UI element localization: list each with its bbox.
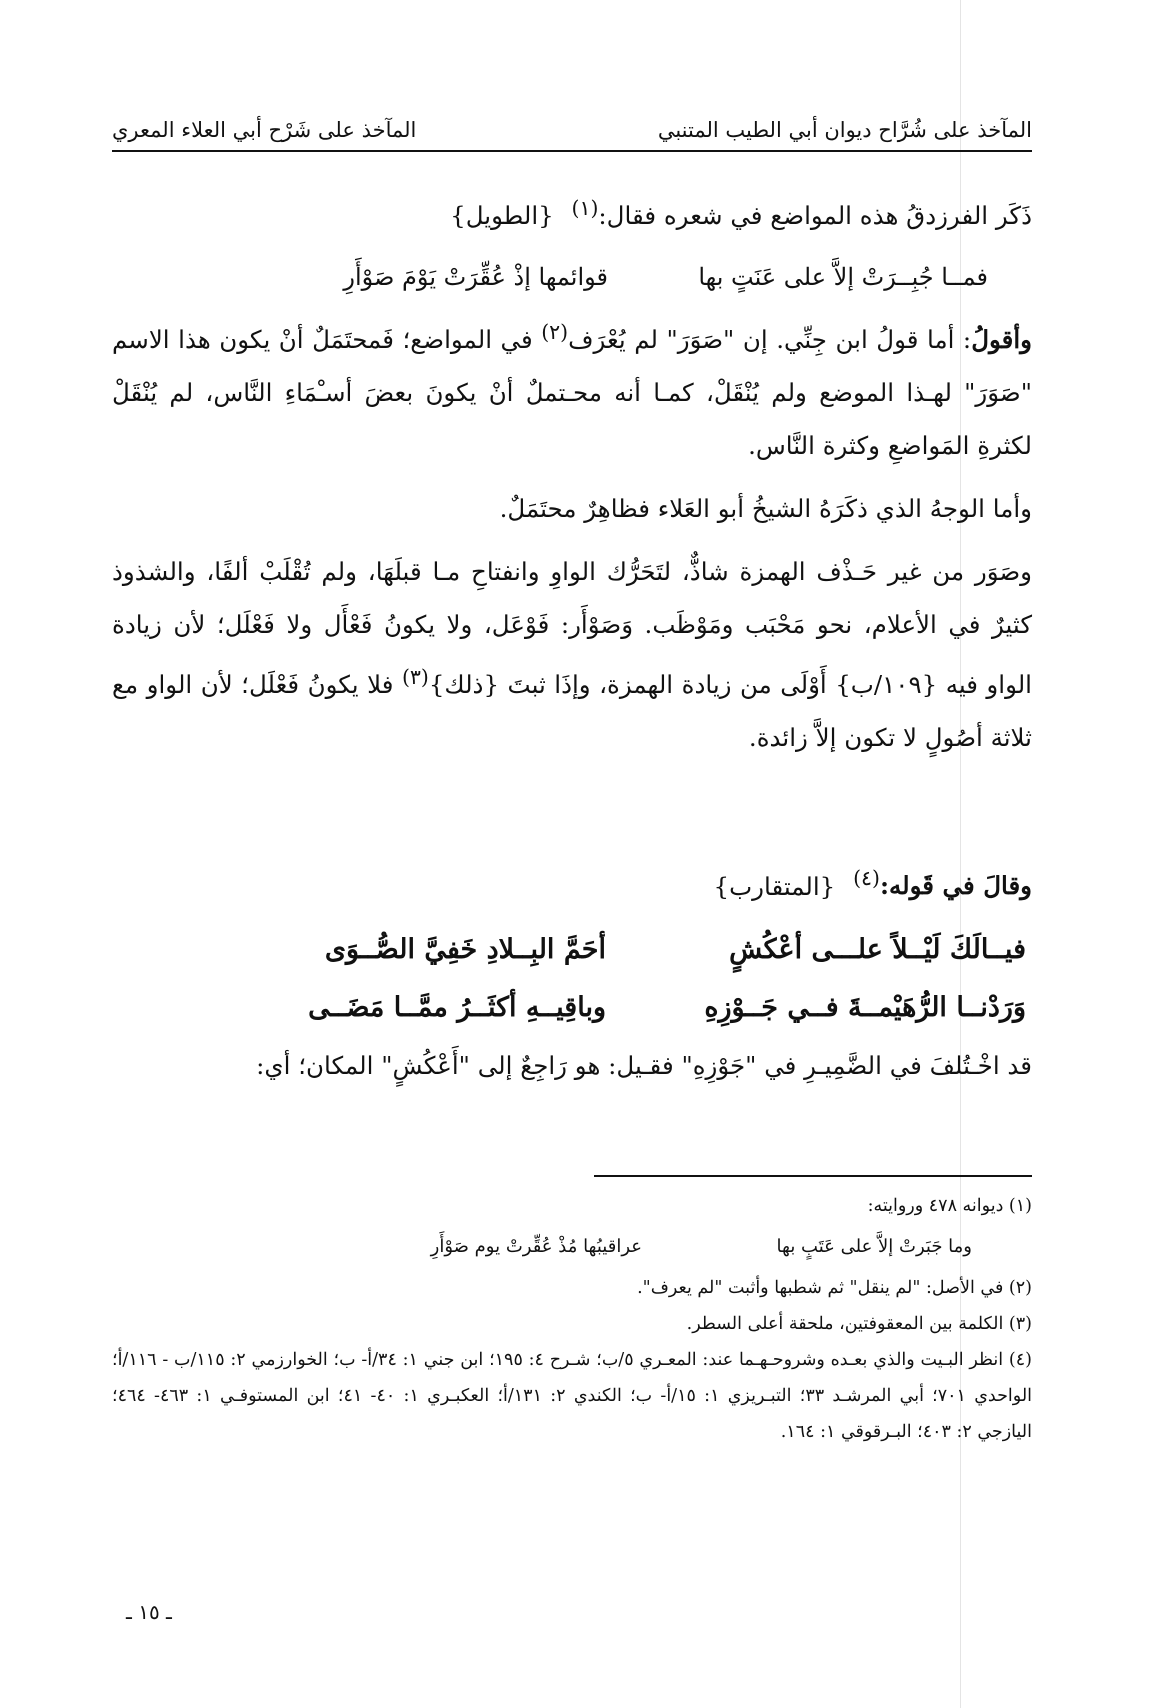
footnote-1: (١) ديوانه ٤٧٨ وروايته: — [867, 1196, 1032, 1216]
meter-label-1: {الطويل} — [450, 201, 554, 231]
footnote-2: (٢) في الأصل: "لم ينقل" ثم شطبها وأثبت "لم يعرف". — [637, 1278, 1032, 1298]
header-rule — [112, 150, 1032, 152]
footnotes — [112, 1188, 1032, 1450]
p1-text: ذَكَر الفرزدقُ هذه المواضع في شعره فقال: — [598, 201, 1032, 231]
footnote-rule — [594, 1175, 1032, 1177]
verse-3 — [112, 981, 1032, 1035]
footnote-verse-hemistich-1: وما جَبَرتْ إلاَّ على عَتَبٍ بها — [776, 1236, 972, 1257]
main-text — [112, 182, 1032, 1102]
footnote-3: (٣) الكلمة بين المعقوفتين، ملحقة أعلى السطر. — [686, 1314, 1032, 1334]
p4-text-b: فلا يكونُ فَعْلَل؛ لأن الواو مع ثلاثة أصُولٍ لا تكون إلاَّ زائدة. — [112, 670, 1032, 753]
paragraph-6: قد اخْـتُلفَ في الضَّمِيـرِ في "جَوْزِهِ" فقـيل: هو رَاجِعٌ إلى "أَعْكُشٍ" المكان؛ أي: — [256, 1050, 1032, 1080]
verse-2-hemistich-2: أحَمَّ البِــلادِ خَفِيَّ الصُّــوَى — [324, 933, 606, 965]
footnote-ref-3: (٣) — [401, 665, 429, 690]
page-number: ـ ١٥ ـ — [126, 1600, 172, 1624]
footnote-4: (٤) انظر البـيت والذي بعـده وشروحـهـما عند: المعـري ٥/ب؛ شـرح ٤: ١٩٥؛ ابن جني ١: ٣٤/أ- ب؛ الخوارزمي ٢: ١١٥/ب - ١١٦/أ؛ الواحدي ٧٠١؛ أبي المرشـد ٣٣؛ التبـريزي ١: ١٥/أ- ب؛ الكندي ٢: ١٣١/أ؛ العكبـري ١: ٤٠- ٤١؛ ابن المستوفـي ١: ٤٦٣- ٤٦٤؛ اليازجي ٢: ٤٠٣؛ البـرقوقي ١: ١٦٤. — [112, 1350, 1033, 1442]
section-gap — [112, 774, 1032, 852]
verse-2 — [112, 923, 1032, 977]
p2-lead: وأقولُ — [971, 325, 1032, 355]
verse-1-hemistich-1: فمــا جُبِــرَتْ إلاَّ على عَنَتٍ بها — [698, 263, 988, 292]
p4-text-a: وصَوَر من غير حَـذْف الهمزة شاذٌّ، لتَحَرُّك الواوِ وانفتاحِ مـا قبلَهَا، ولم تُقْلَبْ ألفًا، والشذوذ كثيرٌ في الأعلام، نحو مَحْبَب ومَوْظَب. وَصَوْأَر: فَوْعَل، ولا يكونُ فَعْأَل ولا فَعْلَل؛ لأن زيادة الواو فيه {١٠٩/ب} أَوْلَى من زيادة الهمزة، وإذَا ثبتَ {ذلك} — [112, 557, 1032, 700]
running-head-right: المآخذ على شُرَّاح ديوان أبي الطيب المتنبي — [657, 118, 1032, 142]
meter-label-2: {المتقارب} — [713, 871, 836, 901]
running-head-left: المآخذ على شَرْح أبي العلاء المعري — [112, 118, 417, 142]
p5-lead: وقالَ في قَوله: — [879, 871, 1032, 901]
verse-1 — [112, 252, 1032, 302]
verse-1-hemistich-2: قوائمها إذْ عُقِّرَتْ يَوْمَ صَوْأَرِ — [343, 263, 608, 292]
footnote-verse-hemistich-2: عراقيبُها مُذْ عُقِّرتْ يوم صَوْأَرِ — [430, 1236, 642, 1257]
p2-text-a: : أما قولُ ابن جِنِّي. إن "صَوَرَ" لم يُعْرَف — [568, 325, 972, 355]
verse-3-hemistich-1: وَرَدْنــا الرُّهَيْمــةَ فــي جَــوْزِهِ — [704, 991, 1026, 1023]
p2-text-b: في المواضع؛ فَمحتَمَلٌ أنْ يكون هذا الاسم "صَوَرَ" لهـذا الموضع ولم يُنْقَلْ، كمـا أنه محـتملٌ أنْ يكونَ بعضَ أسـْمَاءِ النَّاس، لم يُنْقَلْ لكثرةِ المَواضعِ وكثرة النَّاس. — [112, 325, 1032, 461]
paragraph-1 — [112, 182, 1032, 242]
paragraph-5 — [112, 852, 1032, 912]
footnote-ref-1: (١) — [571, 196, 599, 220]
footnote-ref-2: (٢) — [541, 320, 569, 345]
paragraph-4 — [112, 545, 1032, 764]
footnote-ref-4: (٤) — [853, 866, 880, 891]
footnote-1-verse — [112, 1224, 1032, 1270]
verse-3-hemistich-2: وباقِيــهِ أكثَــرُ ممَّــا مَضَــى — [308, 991, 606, 1023]
paragraph-2 — [112, 306, 1032, 472]
paragraph-3: وأما الوجهُ الذي ذكَرَهُ الشيخُ أبو العَلاء فظاهِرٌ محتَمَلٌ. — [499, 494, 1032, 524]
running-head — [112, 92, 1032, 150]
verse-2-hemistich-1: فيــالَكَ لَيْــلاً علـــى أعْكُشٍ — [729, 933, 1026, 965]
